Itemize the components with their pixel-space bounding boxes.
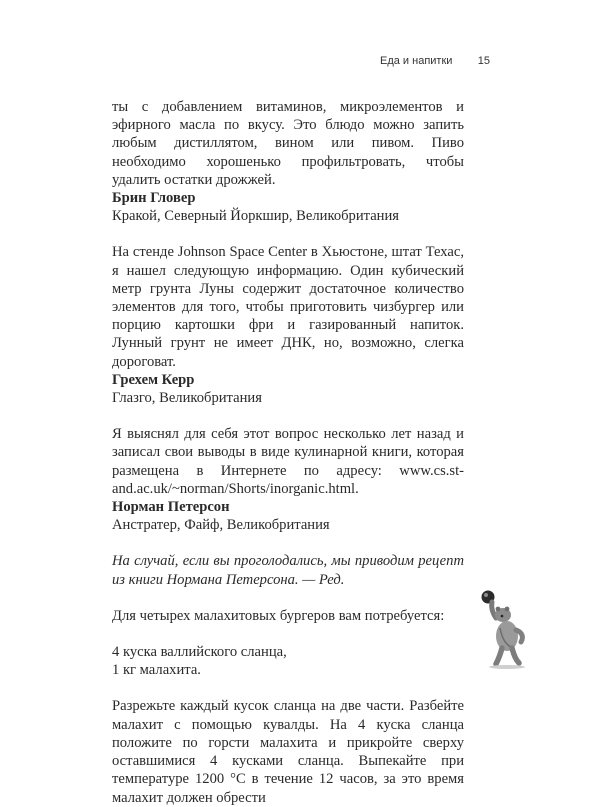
letter-location: Глазго, Великобритания [112,390,262,407]
running-head [380,55,490,71]
ingredient-item: 4 куска валлийского сланца, [112,644,287,661]
page-number: 15 [477,55,490,67]
letter-text: Я выяснял для себя этот вопрос несколько лет назад и записал свои выводы в виде кулинарной книги, которая размещена в Интернете по адресу: www.cs.st-and.ac.uk/~norman/Shorts/inorganic.html. [112,426,464,497]
letter-author: Брин Гловер [112,190,196,207]
letter-author: Грехем Керр [112,371,195,388]
recipe-intro: Для четырех малахитовых бургеров вам потребуется: [112,607,445,624]
editor-note: На случай, если вы проголодались, мы приводим рецепт из книги Нормана Петерсона. — Ред. [112,553,464,588]
letter-text: На стенде Johnson Space Center в Хьюстоне, штат Техас, я нашел следующую информацию. Один кубический метр грунта Луны содержит достаточное количество элементов для того, чтобы приготовить чизбургер или порцию картошки фри и газированный напиток. Лунный грунт не имеет ДНК, но, возможно, слегка дороговат. [112,244,464,370]
ingredient-item: 1 кг малахита. [112,662,201,679]
letter-author: Норман Петерсон [112,499,230,516]
juggling-bear-icon [472,588,532,670]
page-body [112,98,464,807]
section-title: Еда и напитки [380,55,453,67]
letter-text: ты с добавлением витаминов, микроэлементов и эфирного масла по вкусу. Это блюдо можно запить любым дистиллятом, вином или пивом. Пиво необходимо хорошенько профильтровать, чтобы удалить остатки дрожжей. [112,99,464,188]
recipe-instructions: Разрежьте каждый кусок сланца на две части. Разбейте малахит с помощью кувалды. На 4 куска сланца положите по горсти малахита и прикройте сверху оставшимися 4 кусками сланца. Выпекайте при температуре 1200 °C в течение 12 часов, за это время малахит должен обрести [112,698,464,806]
letter-location: Анстратер, Файф, Великобритания [112,517,330,534]
letter-location: Кракой, Северный Йоркшир, Великобритания [112,208,400,225]
